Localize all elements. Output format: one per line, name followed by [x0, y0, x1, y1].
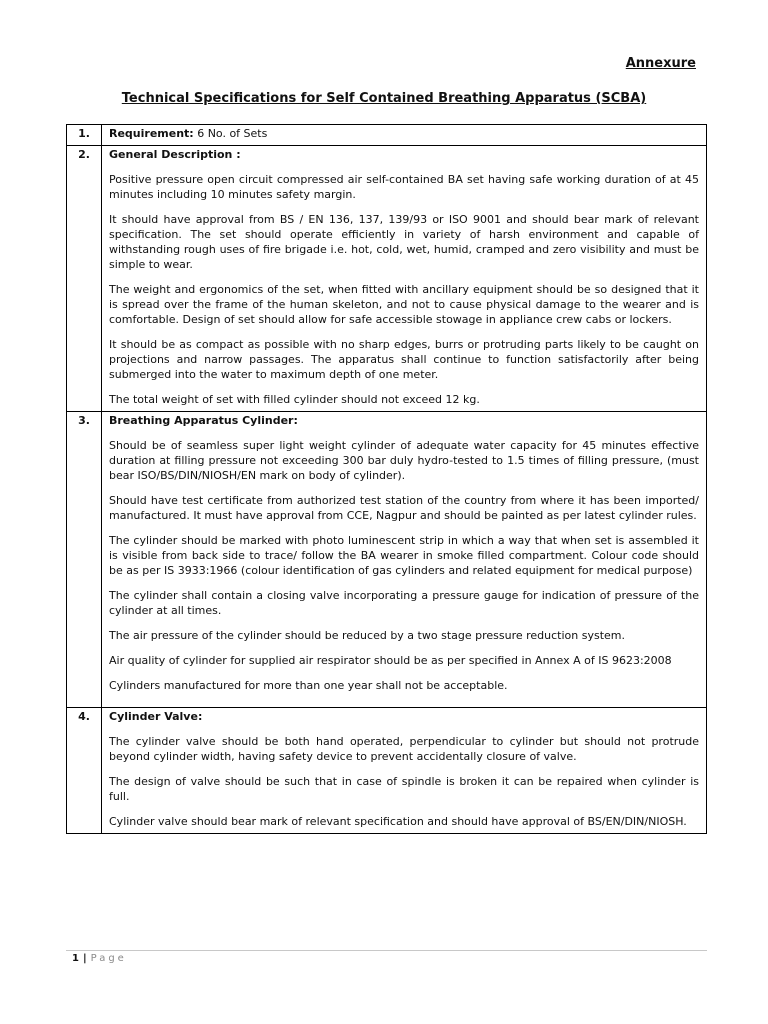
paragraph: It should be as compact as possible with no sharp edges, burrs or protruding parts likely to be caught on projections and narrow passages. The apparatus shall continue to function satisfactorily after being submerged into the water to maximum depth of one meter. — [109, 338, 699, 381]
table-row — [67, 146, 707, 412]
paragraph: The cylinder shall contain a closing valve incorporating a pressure gauge for indication of pressure of the cylinder at all times. — [109, 589, 699, 617]
footer-separator: | — [82, 953, 87, 964]
annexure-heading: Annexure — [625, 56, 696, 71]
requirement-cell — [102, 125, 707, 146]
paragraph: The cylinder should be marked with photo luminescent strip in which a way that when set is assembled it is visible from back side to trace/ follow the BA wearer in smoke filled compartment. Colour code should be as per IS 3933:1966 (colour identification of gas cylinders and related equipment for medical purpose) — [109, 534, 699, 577]
paragraph: The cylinder valve should be both hand operated, perpendicular to cylinder but should not protrude beyond cylinder width, having safety device to prevent accidentally closure of valve. — [109, 735, 699, 763]
requirement-label: Requirement: — [109, 127, 194, 140]
paragraph: The air pressure of the cylinder should be reduced by a two stage pressure reduction system. — [109, 629, 626, 642]
paragraph: Air quality of cylinder for supplied air respirator should be as per specified in Annex A of IS 9623:2008 — [109, 654, 672, 667]
paragraph: Should be of seamless super light weight cylinder of adequate water capacity for 45 minutes effective duration at filling pressure not exceeding 300 bar duly hydro-tested to 1.5 times of filling pressure, (must bear ISO/BS/DIN/NIOSH/EN mark on body of cylinder). — [109, 439, 699, 482]
table-row — [67, 708, 707, 834]
requirement-value: 6 No. of Sets — [193, 127, 268, 140]
cylinder-cell — [102, 412, 707, 708]
general-description-cell — [102, 146, 707, 412]
row-number: 1. — [67, 125, 102, 146]
cylinder-valve-cell — [102, 708, 707, 834]
paragraph: Cylinders manufactured for more than one year shall not be acceptable. — [109, 679, 508, 692]
section-title: General Description : — [109, 148, 241, 161]
section-title: Breathing Apparatus Cylinder: — [109, 414, 298, 427]
paragraph: The design of valve should be such that in case of spindle is broken it can be repaired when cylinder is full. — [109, 775, 699, 803]
specifications-table — [66, 124, 707, 834]
paragraph: Should have test certificate from authorized test station of the country from where it has been imported/ manufactured. It must have approval from CCE, Nagpur and should be painted as per latest cylinder rules. — [109, 494, 699, 522]
row-number: 4. — [67, 708, 102, 834]
page-label: Page — [90, 953, 127, 964]
page-number: 1 — [72, 953, 79, 964]
paragraph: The weight and ergonomics of the set, when fitted with ancillary equipment should be so designed that it is spread over the frame of the human skeleton, and not to cause physical damage to the wearer and is comfortable. Design of set should allow for safe accessible stowage in appliance crew cabs or lockers. — [109, 283, 699, 326]
table-row — [67, 125, 707, 146]
paragraph: Cylinder valve should bear mark of relevant specification and should have approval of BS/EN/DIN/NIOSH. — [109, 815, 687, 828]
page-footer — [72, 953, 127, 964]
paragraph: It should have approval from BS / EN 136, 137, 139/93 or ISO 9001 and should bear mark of relevant specification. The set should operate efficiently in variety of harsh environment and capable of withstanding rough uses of fire brigade i.e. hot, cold, wet, humid, cramped and zero visibility and must be simple to wear. — [109, 213, 699, 271]
document-title: Technical Specifications for Self Contained Breathing Apparatus (SCBA) — [121, 91, 647, 106]
row-number: 3. — [67, 412, 102, 708]
paragraph: The total weight of set with filled cylinder should not exceed 12 kg. — [109, 393, 480, 406]
footer-divider — [66, 950, 707, 951]
row-number: 2. — [67, 146, 102, 412]
table-row — [67, 412, 707, 708]
paragraph: Positive pressure open circuit compressed air self-contained BA set having safe working duration of at 45 minutes including 10 minutes safety margin. — [109, 173, 699, 201]
section-title: Cylinder Valve: — [109, 710, 203, 723]
